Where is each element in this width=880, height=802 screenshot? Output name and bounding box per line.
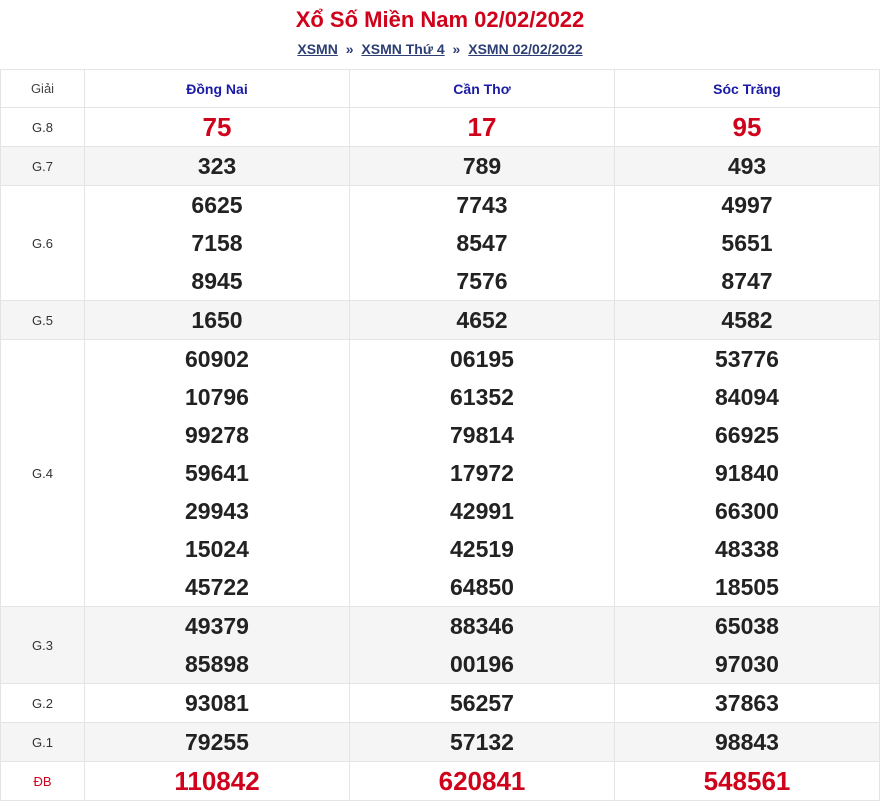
- result-cell: [85, 301, 350, 340]
- breadcrumb-link-xsmn-thu-4[interactable]: XSMN Thứ 4: [361, 41, 445, 57]
- prize-number: 5651: [721, 230, 773, 256]
- prize-number: 7576: [456, 268, 508, 294]
- result-cell: [615, 684, 880, 723]
- prize-number: 4652: [456, 307, 508, 333]
- prize-number: 64850: [450, 574, 514, 600]
- prize-number: 59641: [185, 460, 249, 486]
- prize-number: 49379: [185, 613, 249, 639]
- prize-label: ĐB: [1, 762, 85, 801]
- prize-number: 56257: [450, 690, 514, 716]
- prize-number: 99278: [185, 422, 249, 448]
- prize-number: 18505: [715, 574, 779, 600]
- table-row: [1, 762, 880, 801]
- breadcrumb-link-xsmn[interactable]: XSMN: [297, 41, 338, 57]
- breadcrumb-separator: »: [345, 41, 354, 57]
- prize-number: 10796: [185, 384, 249, 410]
- result-cell: [350, 301, 615, 340]
- table-row: [1, 607, 880, 684]
- result-cell: [615, 762, 880, 801]
- table-row: [1, 340, 880, 607]
- result-cell: [350, 340, 615, 607]
- table-row: [1, 108, 880, 147]
- result-cell: [85, 186, 350, 301]
- table-row: [1, 723, 880, 762]
- result-cell: [350, 762, 615, 801]
- prize-label: G.3: [1, 607, 85, 684]
- result-cell: [85, 147, 350, 186]
- prize-number: 60902: [185, 346, 249, 372]
- prize-number: 493: [727, 153, 767, 179]
- prize-number: 8747: [721, 268, 773, 294]
- special-prize-number: 548561: [703, 766, 791, 796]
- result-cell: [85, 684, 350, 723]
- prize-number: 97030: [715, 651, 779, 677]
- prize-number: 98843: [715, 729, 779, 755]
- column-header-province[interactable]: Đồng Nai: [85, 70, 350, 108]
- prize-number: 06195: [450, 346, 514, 372]
- prize-number: 53776: [715, 346, 779, 372]
- prize-label: G.8: [1, 108, 85, 147]
- page-title: Xổ Số Miền Nam 02/02/2022: [295, 7, 585, 32]
- result-cell: [350, 186, 615, 301]
- result-cell: [350, 607, 615, 684]
- results-table: [0, 69, 880, 801]
- prize-number: 8547: [456, 230, 508, 256]
- result-cell: [85, 108, 350, 147]
- prize-number: 42991: [450, 498, 514, 524]
- prize-number: 61352: [450, 384, 514, 410]
- prize-number: 79255: [185, 729, 249, 755]
- prize-number: 75: [202, 112, 232, 142]
- column-header-province[interactable]: Cần Thơ: [350, 70, 615, 108]
- prize-number: 37863: [715, 690, 779, 716]
- special-prize-number: 620841: [438, 766, 526, 796]
- prize-number: 323: [197, 153, 237, 179]
- result-cell: [350, 684, 615, 723]
- result-cell: [615, 340, 880, 607]
- results-body: [1, 108, 880, 801]
- prize-number: 84094: [715, 384, 779, 410]
- table-row: [1, 186, 880, 301]
- prize-number: 42519: [450, 536, 514, 562]
- prize-number: 17972: [450, 460, 514, 486]
- special-prize-number: 110842: [174, 766, 260, 796]
- prize-number: 6625: [191, 192, 243, 218]
- prize-label: G.1: [1, 723, 85, 762]
- prize-number: 15024: [185, 536, 249, 562]
- table-row: [1, 147, 880, 186]
- prize-number: 65038: [715, 613, 779, 639]
- result-cell: [85, 762, 350, 801]
- prize-number: 4582: [721, 307, 773, 333]
- prize-number: 1650: [191, 307, 243, 333]
- prize-number: 8945: [191, 268, 243, 294]
- prize-number: 88346: [450, 613, 514, 639]
- prize-label: G.7: [1, 147, 85, 186]
- table-header-row: [1, 70, 880, 108]
- breadcrumb: [0, 41, 880, 57]
- result-cell: [85, 723, 350, 762]
- prize-number: 66925: [715, 422, 779, 448]
- prize-label: G.6: [1, 186, 85, 301]
- page-header: [0, 0, 880, 69]
- prize-label: G.2: [1, 684, 85, 723]
- prize-label: G.4: [1, 340, 85, 607]
- prize-number: 79814: [450, 422, 514, 448]
- table-row: [1, 301, 880, 340]
- prize-label: G.5: [1, 301, 85, 340]
- prize-number: 66300: [715, 498, 779, 524]
- prize-number: 17: [467, 112, 497, 142]
- prize-number: 91840: [715, 460, 779, 486]
- prize-number: 4997: [721, 192, 773, 218]
- prize-number: 57132: [450, 729, 514, 755]
- prize-number: 93081: [185, 690, 249, 716]
- result-cell: [615, 301, 880, 340]
- result-cell: [615, 108, 880, 147]
- breadcrumb-separator: »: [452, 41, 461, 57]
- prize-number: 789: [462, 153, 502, 179]
- prize-number: 95: [732, 112, 762, 142]
- result-cell: [615, 186, 880, 301]
- result-cell: [85, 340, 350, 607]
- breadcrumb-link-xsmn-date[interactable]: XSMN 02/02/2022: [468, 41, 583, 57]
- prize-number: 7158: [191, 230, 243, 256]
- result-cell: [85, 607, 350, 684]
- result-cell: [350, 108, 615, 147]
- prize-number: 85898: [185, 651, 249, 677]
- result-cell: [350, 723, 615, 762]
- prize-number: 45722: [185, 574, 249, 600]
- column-header-province[interactable]: Sóc Trăng: [615, 70, 880, 108]
- prize-number: 48338: [715, 536, 779, 562]
- result-cell: [615, 607, 880, 684]
- table-row: [1, 684, 880, 723]
- result-cell: [350, 147, 615, 186]
- result-cell: [615, 723, 880, 762]
- prize-number: 7743: [456, 192, 508, 218]
- prize-number: 00196: [450, 651, 514, 677]
- result-cell: [615, 147, 880, 186]
- prize-number: 29943: [185, 498, 249, 524]
- column-header-prize: Giải: [1, 70, 85, 108]
